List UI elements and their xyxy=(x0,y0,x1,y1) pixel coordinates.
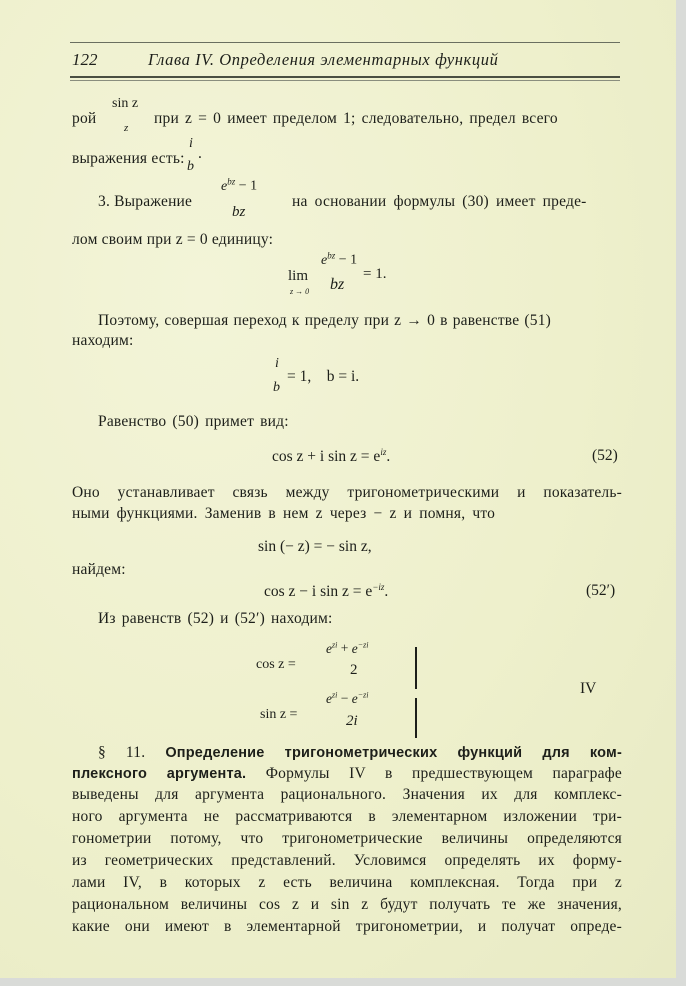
cos-lhs: cos z = xyxy=(256,657,296,672)
fraction-numerator: sin z xyxy=(112,96,139,111)
text-line: выражения есть: xyxy=(72,150,185,167)
text-line: рациональном величины cos z и sin z будут получать те же значения, xyxy=(72,896,622,913)
fraction-numerator: $e^{bz} - 1$ xyxy=(321,250,358,268)
formula-52 xyxy=(272,447,390,466)
running-title: Глава IV. Определения элементарных функций xyxy=(148,50,499,69)
text-line: какие они имеют в элементарной тригонометрии, и получат опреде- xyxy=(72,918,622,935)
text-line: 3. Выражение xyxy=(98,193,193,210)
punctuation: . xyxy=(384,583,389,601)
lim-operator: lim xyxy=(288,268,309,284)
header-top-rule xyxy=(70,42,620,43)
formula-limit xyxy=(288,250,438,300)
text-line: рой xyxy=(72,110,97,127)
fraction-denominator: 2i xyxy=(346,713,358,729)
equation-tag: IV xyxy=(580,680,597,697)
formula-text: cos z + i sin z = e xyxy=(272,448,381,466)
section-number: § 11. xyxy=(98,744,146,761)
fraction-denominator: 2 xyxy=(350,662,358,678)
fraction-numerator: $e^{bz} - 1$ xyxy=(221,176,258,194)
fraction-denominator: b xyxy=(187,159,194,174)
text-line: выведены для аргумента рационального. Значения их для комплекс- xyxy=(72,786,622,803)
text-fragment: Формулы IV в предшествующем параграфе xyxy=(265,765,622,782)
fraction-numerator: i xyxy=(275,356,279,371)
text-line: гонометрии потому, что тригонометрические величины определяются xyxy=(72,830,622,847)
equation-tag: (52) xyxy=(592,447,618,464)
text-line: на основании формулы (30) имеет преде- xyxy=(292,193,587,210)
text-line: Из равенств (52) и (52′) находим: xyxy=(98,610,333,627)
text-line: Оно устанавливает связь между тригонометрическими и показатель- xyxy=(72,484,622,501)
sin-lhs: sin z = xyxy=(260,707,298,722)
fraction-numerator: i xyxy=(189,136,193,151)
formula-text: cos z − i sin z = e xyxy=(264,583,373,601)
formula-exponent: iz xyxy=(380,447,387,457)
text-line: находим: xyxy=(72,332,134,349)
formula-rest: = 1, b = i. xyxy=(287,368,360,385)
fraction-numerator: $e^{zi} + e^{-zi}$ xyxy=(326,640,369,656)
formula-52-prime xyxy=(264,582,388,601)
header-bottom-rule-2 xyxy=(70,80,620,81)
formula-rhs: = 1. xyxy=(363,266,387,282)
fraction-denominator: b xyxy=(273,380,280,395)
bracket-bar xyxy=(415,698,417,738)
page-number: 122 xyxy=(72,50,98,69)
bracket-bar xyxy=(415,647,417,689)
header-bottom-rule xyxy=(70,76,620,78)
text-line: при z = 0 имеет пределом 1; следовательно, предел всего xyxy=(154,110,558,127)
punctuation: . xyxy=(386,448,391,466)
text-line: Равенство (50) примет вид: xyxy=(98,413,289,430)
section-heading xyxy=(98,744,622,762)
section-title: Определение тригонометрических функций для ком- xyxy=(165,745,623,761)
fraction-numerator: $e^{zi} - e^{-zi}$ xyxy=(326,690,369,706)
lim-subscript: z → 0 xyxy=(290,287,310,296)
formulas-iv-block xyxy=(250,640,630,740)
fraction-denominator: bz xyxy=(330,276,345,293)
fraction-denominator: z xyxy=(124,122,129,134)
text-line: найдем: xyxy=(72,561,126,578)
formula-exponent: −iz xyxy=(372,582,385,592)
text-line: ными функциями. Заменив в нем z через − z и помня, что xyxy=(72,505,496,522)
fraction-denominator: bz xyxy=(232,204,246,220)
equation-tag: (52′) xyxy=(586,582,616,599)
text-line: лами IV, в которых z есть величина комплексная. Тогда при z xyxy=(72,874,622,891)
text-line: из геометрических представлений. Условимся определять их форму- xyxy=(72,852,622,869)
text-line: лом своим при z = 0 единицу: xyxy=(72,231,274,248)
text-line: Поэтому, совершая переход к пределу при z → 0 в равенстве (51) xyxy=(98,312,552,329)
text-line xyxy=(72,765,622,783)
section-title-continued: плексного аргумента. xyxy=(72,766,247,782)
punctuation: . xyxy=(198,145,203,162)
text-line: ного аргумента не рассматриваются в элементарном изложении три- xyxy=(72,808,622,825)
formula-sin-negative: sin (− z) = − sin z, xyxy=(258,538,372,555)
